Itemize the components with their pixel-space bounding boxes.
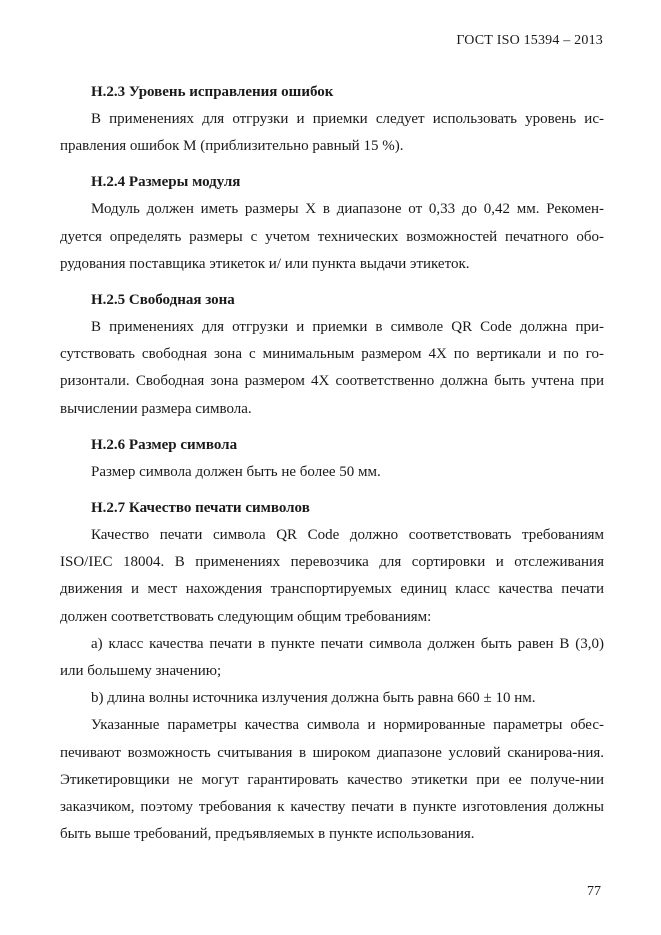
section-paragraph: Указанные параметры качества символа и нормированные параметры обес-печивают возможность считывания в широком диапазоне условий сканирова-ния. Этикетировщики не могут гарантировать качество этикетки при ее получе-нии заказчиком, поэтому требования к качеству печати в пункте изготовления должны быть выше требований, предъявляемых в пункте использования. xyxy=(60,717,604,843)
section-quiet-zone xyxy=(60,287,604,423)
section-symbol-size xyxy=(60,432,604,486)
section-heading: Н.2.4 Размеры модуля xyxy=(91,174,241,191)
document-code: ГОСТ ISO 15394 – 2013 xyxy=(456,33,603,48)
section-paragraph: Размер символа должен быть не более 50 мм. xyxy=(91,463,381,480)
page-body xyxy=(60,70,604,848)
section-print-quality xyxy=(60,495,604,848)
section-module-size xyxy=(60,169,604,278)
section-error-correction xyxy=(60,79,604,160)
section-paragraph: Модуль должен иметь размеры Х в диапазоне от 0,33 до 0,42 мм. Рекомен-дуется определять размеры с учетом технических возможностей печатного обо-рудования поставщика этикеток и/ или пункта выдачи этикеток. xyxy=(60,201,604,272)
section-paragraph: Качество печати символа QR Code должно соответствовать требованиям ISO/IEC 18004. В применениях перевозчика для сортировки и отслеживания движения и мест нахождения транспортируемых единиц класс качества печати должен соответствовать следующим общим требованиям: xyxy=(60,527,604,625)
list-item-a: a) класс качества печати в пункте печати символа должен быть равен В (3,0) или большему значению; xyxy=(60,635,604,680)
section-paragraph: В применениях для отгрузки и приемки в символе QR Code должна при-сутствовать свободная зона с минимальным размером 4Х по вертикали и по го-ризонтали. Свободная зона размером 4Х соответственно должна быть учтена при вычислении размера символа. xyxy=(60,319,604,417)
section-paragraph: В применениях для отгрузки и приемки следует использовать уровень ис-правления ошибок М (приблизительно равный 15 %). xyxy=(60,111,604,155)
page-number: 77 xyxy=(587,884,601,899)
list-item-b: b) длина волны источника излучения должна быть равна 660 ± 10 нм. xyxy=(91,690,536,707)
section-heading: Н.2.7 Качество печати символов xyxy=(91,500,310,517)
section-heading: Н.2.5 Свободная зона xyxy=(91,292,235,309)
section-heading: Н.2.3 Уровень исправления ошибок xyxy=(91,84,334,100)
section-heading: Н.2.6 Размер символа xyxy=(91,436,238,453)
